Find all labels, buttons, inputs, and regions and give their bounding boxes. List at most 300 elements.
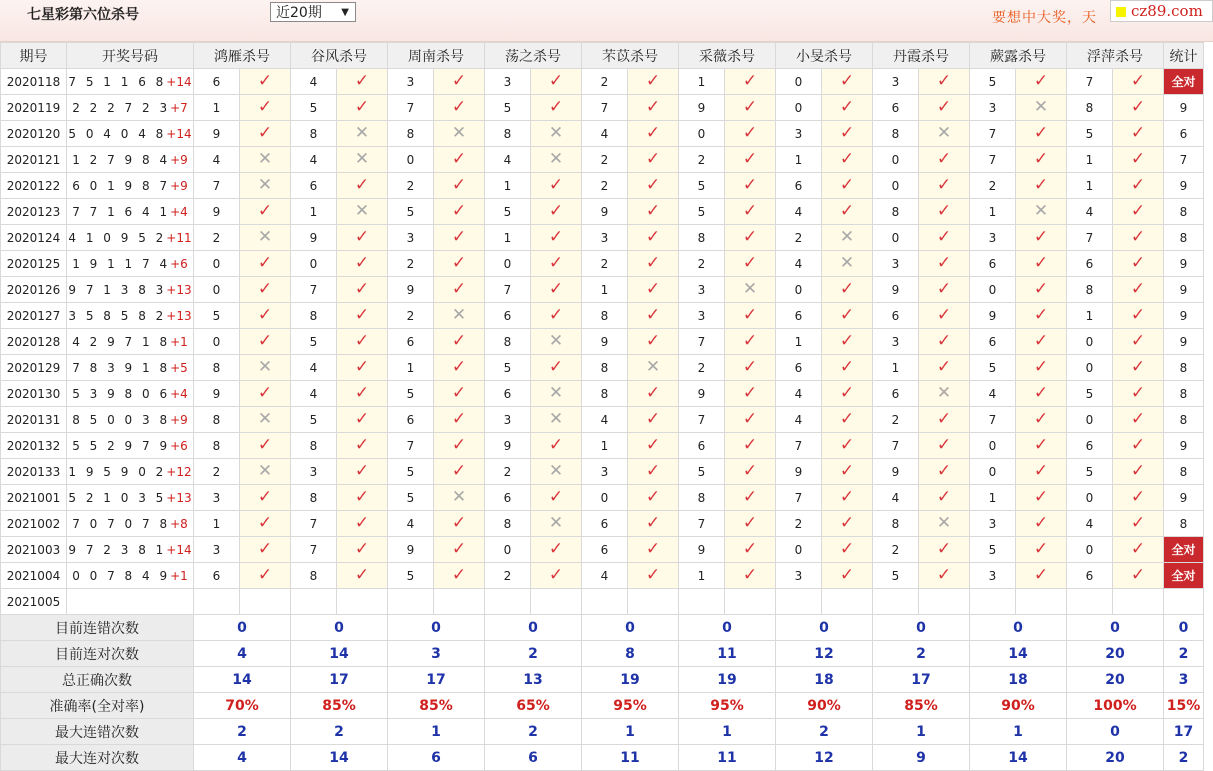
promo-text[interactable]: 要想中大奖，天 (992, 10, 1097, 26)
result-marker (337, 277, 388, 303)
cross-icon: ✕ (548, 461, 564, 481)
summary-value: 2 (776, 719, 873, 745)
result-marker (725, 69, 776, 95)
draw-sum: +13 (166, 282, 192, 297)
kill-pick: 5 (1067, 381, 1113, 407)
result-marker (1016, 199, 1067, 225)
checkmark-icon: ✓ (1033, 539, 1049, 559)
current-pick: 2 (776, 589, 822, 615)
kill-pick: 1 (679, 563, 725, 589)
kill-pick: 4 (776, 199, 822, 225)
cross-icon: ✕ (936, 513, 952, 533)
kill-pick: 8 (388, 121, 434, 147)
result-marker (1113, 251, 1164, 277)
result-marker (1016, 121, 1067, 147)
checkmark-icon: ✓ (354, 383, 370, 403)
current-label: 当前期杀号 (67, 589, 194, 615)
result-marker (240, 407, 291, 433)
result-marker (531, 511, 582, 537)
result-marker (919, 329, 970, 355)
issue-cell: 2021001 (1, 485, 67, 511)
result-marker (1016, 563, 1067, 589)
result-marker (337, 433, 388, 459)
result-marker (628, 511, 679, 537)
checkmark-icon: ✓ (645, 149, 661, 169)
result-marker (1016, 147, 1067, 173)
header-expert[interactable]: 蕨露杀号 (970, 43, 1067, 69)
checkmark-icon: ✓ (1130, 383, 1146, 403)
summary-value: 1 (970, 719, 1067, 745)
checkmark-icon: ✓ (257, 201, 273, 221)
kill-pick: 3 (873, 251, 919, 277)
checkmark-icon: ✓ (548, 539, 564, 559)
kill-pick: 0 (1067, 355, 1113, 381)
kill-pick: 5 (970, 69, 1016, 95)
result-marker (240, 303, 291, 329)
result-marker (337, 459, 388, 485)
checkmark-icon: ✓ (1033, 357, 1049, 377)
cross-icon: ✕ (451, 487, 467, 507)
checkmark-icon: ✓ (354, 513, 370, 533)
result-marker (919, 147, 970, 173)
kill-pick: 0 (873, 147, 919, 173)
result-marker (434, 121, 485, 147)
kill-pick: 8 (1067, 95, 1113, 121)
header-expert[interactable]: 丹霞杀号 (873, 43, 970, 69)
draw-digits: 7 8 3 9 1 8 (72, 360, 171, 375)
issue-cell: 2020123 (1, 199, 67, 225)
result-marker (531, 407, 582, 433)
checkmark-icon: ✓ (354, 305, 370, 325)
stat-cell: 8 (1164, 355, 1204, 381)
table-row (1, 329, 1204, 355)
header-expert[interactable]: 浮萍杀号 (1067, 43, 1164, 69)
result-marker (1016, 485, 1067, 511)
header-expert[interactable]: 小旻杀号 (776, 43, 873, 69)
checkmark-icon: ✓ (451, 565, 467, 585)
checkmark-icon: ✓ (1033, 331, 1049, 351)
checkmark-icon: ✓ (257, 97, 273, 117)
result-marker (240, 511, 291, 537)
kill-pick: 2 (582, 173, 628, 199)
kill-pick: 2 (679, 147, 725, 173)
draw-digits: 7 5 1 1 6 8 (68, 74, 167, 89)
result-marker (240, 121, 291, 147)
checkmark-icon: ✓ (742, 409, 758, 429)
checkmark-icon: ✓ (936, 487, 952, 507)
result-marker (725, 433, 776, 459)
checkmark-icon: ✓ (548, 565, 564, 585)
result-marker (337, 121, 388, 147)
checkmark-icon: ✓ (1033, 513, 1049, 533)
result-marker (531, 147, 582, 173)
cross-icon: ✕ (257, 357, 273, 377)
table-row (1, 303, 1204, 329)
stat-cell: 8 (1164, 381, 1204, 407)
result-marker (337, 485, 388, 511)
result-marker (822, 511, 873, 537)
header-expert[interactable]: 谷风杀号 (291, 43, 388, 69)
summary-value: 14 (291, 745, 388, 771)
kill-pick: 7 (970, 147, 1016, 173)
header-expert[interactable]: 芣苡杀号 (582, 43, 679, 69)
result-marker (1016, 459, 1067, 485)
result-marker (1113, 277, 1164, 303)
checkmark-icon: ✓ (451, 357, 467, 377)
checkmark-icon: ✓ (742, 253, 758, 273)
summary-value: 19 (679, 667, 776, 693)
issue-cell: 2020118 (1, 69, 67, 95)
result-marker (434, 95, 485, 121)
draw-cell (67, 433, 194, 459)
kill-pick: 3 (873, 329, 919, 355)
summary-stat: 15% (1164, 693, 1204, 719)
cross-icon: ✕ (548, 149, 564, 169)
draw-cell (67, 537, 194, 563)
checkmark-icon: ✓ (1130, 435, 1146, 455)
kill-pick: 4 (291, 147, 337, 173)
draw-cell (67, 173, 194, 199)
kill-pick: 2 (970, 173, 1016, 199)
kill-pick: 9 (776, 459, 822, 485)
header-issue: 期号 (1, 43, 67, 69)
summary-row (1, 693, 1204, 719)
cross-icon: ✕ (645, 357, 661, 377)
checkmark-icon: ✓ (839, 279, 855, 299)
kill-pick: 7 (485, 277, 531, 303)
checkmark-icon: ✓ (839, 435, 855, 455)
summary-value: 11 (679, 745, 776, 771)
kill-pick: 1 (1067, 303, 1113, 329)
header-expert[interactable]: 周南杀号 (388, 43, 485, 69)
kill-pick: 5 (291, 407, 337, 433)
kill-pick: 7 (679, 329, 725, 355)
cross-icon: ✕ (839, 253, 855, 273)
checkmark-icon: ✓ (839, 383, 855, 403)
kill-pick: 3 (679, 277, 725, 303)
issue-cell: 2020127 (1, 303, 67, 329)
cross-icon: ✕ (257, 461, 273, 481)
summary-value: 3 (388, 641, 485, 667)
draw-cell (67, 277, 194, 303)
checkmark-icon: ✓ (354, 227, 370, 247)
checkmark-icon: ✓ (451, 279, 467, 299)
current-blank (1113, 589, 1164, 615)
kill-pick: 4 (776, 407, 822, 433)
table-row (1, 121, 1204, 147)
kill-pick: 5 (679, 459, 725, 485)
result-marker (822, 433, 873, 459)
draw-cell (67, 329, 194, 355)
checkmark-icon: ✓ (742, 383, 758, 403)
checkmark-icon: ✓ (1033, 383, 1049, 403)
result-marker (531, 355, 582, 381)
checkmark-icon: ✓ (645, 279, 661, 299)
checkmark-icon: ✓ (1033, 305, 1049, 325)
cross-icon: ✕ (548, 513, 564, 533)
checkmark-icon: ✓ (548, 305, 564, 325)
kill-pick: 8 (291, 563, 337, 589)
header-stat: 统计 (1164, 43, 1204, 69)
stat-cell: 全对 (1164, 69, 1204, 95)
checkmark-icon: ✓ (354, 461, 370, 481)
checkmark-icon: ✓ (645, 97, 661, 117)
result-marker (919, 433, 970, 459)
checkmark-icon: ✓ (451, 201, 467, 221)
header-expert[interactable]: 荡之杀号 (485, 43, 582, 69)
summary-value: 14 (970, 641, 1067, 667)
kill-pick: 0 (970, 459, 1016, 485)
kill-pick: 1 (485, 225, 531, 251)
checkmark-icon: ✓ (936, 539, 952, 559)
kill-pick: 2 (582, 147, 628, 173)
kill-pick: 9 (873, 277, 919, 303)
summary-value: 70% (194, 693, 291, 719)
checkmark-icon: ✓ (1033, 149, 1049, 169)
result-marker (337, 563, 388, 589)
kill-pick: 6 (194, 69, 240, 95)
checkmark-icon: ✓ (354, 97, 370, 117)
draw-digits: 0 0 7 8 4 9 (72, 568, 171, 583)
period-select-value: 近20期 (276, 5, 322, 21)
result-marker (725, 511, 776, 537)
summary-value: 6 (485, 745, 582, 771)
current-pick: 4 (485, 589, 531, 615)
kill-pick: 1 (873, 355, 919, 381)
kill-pick: 6 (873, 95, 919, 121)
kill-pick: 3 (388, 225, 434, 251)
result-marker (628, 407, 679, 433)
result-marker (531, 121, 582, 147)
checkmark-icon: ✓ (1130, 331, 1146, 351)
draw-sum: +7 (170, 100, 188, 115)
result-marker (337, 147, 388, 173)
cross-icon: ✕ (354, 123, 370, 143)
kill-pick: 5 (1067, 459, 1113, 485)
cross-icon: ✕ (742, 279, 758, 299)
issue-cell: 2020122 (1, 173, 67, 199)
summary-value: 20 (1067, 641, 1164, 667)
checkmark-icon: ✓ (645, 539, 661, 559)
kill-pick: 7 (970, 407, 1016, 433)
header-expert[interactable]: 鸿雁杀号 (194, 43, 291, 69)
result-marker (1016, 433, 1067, 459)
result-marker (822, 485, 873, 511)
triangle-down-icon: ▼ (341, 7, 349, 18)
checkmark-icon: ✓ (548, 175, 564, 195)
result-marker (337, 225, 388, 251)
current-blank (1016, 589, 1067, 615)
checkmark-icon: ✓ (1130, 513, 1146, 533)
checkmark-icon: ✓ (1033, 487, 1049, 507)
result-marker (240, 95, 291, 121)
summary-value: 1 (582, 719, 679, 745)
checkmark-icon: ✓ (839, 565, 855, 585)
result-marker (434, 485, 485, 511)
current-stat-blank (1164, 589, 1204, 615)
result-marker (434, 69, 485, 95)
cross-icon: ✕ (936, 123, 952, 143)
kill-pick: 8 (291, 485, 337, 511)
checkmark-icon: ✓ (742, 123, 758, 143)
checkmark-icon: ✓ (548, 71, 564, 91)
result-marker (628, 433, 679, 459)
draw-sum: +1 (170, 568, 188, 583)
checkmark-icon: ✓ (1033, 461, 1049, 481)
kill-pick: 4 (291, 355, 337, 381)
result-marker (725, 485, 776, 511)
kill-pick: 6 (388, 407, 434, 433)
summary-value: 14 (291, 641, 388, 667)
draw-cell (67, 381, 194, 407)
result-marker (240, 277, 291, 303)
kill-pick: 0 (970, 277, 1016, 303)
result-marker (1113, 303, 1164, 329)
result-marker (240, 173, 291, 199)
draw-digits: 9 7 2 3 8 1 (68, 542, 167, 557)
kill-pick: 7 (582, 95, 628, 121)
stat-cell: 9 (1164, 303, 1204, 329)
result-marker (240, 225, 291, 251)
summary-stat: 17 (1164, 719, 1204, 745)
kill-pick: 5 (679, 199, 725, 225)
checkmark-icon: ✓ (839, 487, 855, 507)
checkmark-icon: ✓ (354, 435, 370, 455)
result-marker (919, 537, 970, 563)
checkmark-icon: ✓ (548, 227, 564, 247)
result-marker (531, 381, 582, 407)
summary-row (1, 667, 1204, 693)
top-bar (0, 0, 1213, 42)
stat-cell: 9 (1164, 277, 1204, 303)
draw-digits: 1 9 1 1 7 4 (72, 256, 171, 271)
checkmark-icon: ✓ (936, 461, 952, 481)
checkmark-icon: ✓ (451, 71, 467, 91)
current-blank (337, 589, 388, 615)
result-marker (1016, 225, 1067, 251)
result-marker (240, 485, 291, 511)
checkmark-icon: ✓ (548, 201, 564, 221)
summary-value: 9 (873, 745, 970, 771)
kill-pick: 5 (679, 173, 725, 199)
checkmark-icon: ✓ (1130, 201, 1146, 221)
checkmark-icon: ✓ (839, 97, 855, 117)
kill-pick: 3 (970, 225, 1016, 251)
draw-cell (67, 69, 194, 95)
cross-icon: ✕ (451, 123, 467, 143)
watermark-text: cz89.com (1131, 2, 1203, 20)
kill-pick: 0 (1067, 407, 1113, 433)
result-marker (240, 433, 291, 459)
checkmark-icon: ✓ (1130, 227, 1146, 247)
kill-pick: 4 (194, 147, 240, 173)
checkmark-icon: ✓ (645, 409, 661, 429)
checkmark-icon: ✓ (1130, 175, 1146, 195)
draw-cell (67, 121, 194, 147)
result-marker (240, 69, 291, 95)
result-marker (337, 537, 388, 563)
result-marker (628, 537, 679, 563)
summary-value: 0 (873, 615, 970, 641)
stat-cell: 9 (1164, 173, 1204, 199)
result-marker (531, 433, 582, 459)
result-marker (531, 303, 582, 329)
site-watermark (1110, 0, 1213, 22)
kill-pick: 1 (485, 173, 531, 199)
checkmark-icon: ✓ (548, 357, 564, 377)
summary-value: 14 (970, 745, 1067, 771)
kill-pick: 0 (873, 173, 919, 199)
result-marker (434, 147, 485, 173)
summary-value: 19 (582, 667, 679, 693)
current-row (1, 589, 1204, 615)
table-row (1, 199, 1204, 225)
result-marker (919, 563, 970, 589)
kill-pick: 3 (194, 485, 240, 511)
kill-pick: 8 (873, 199, 919, 225)
result-marker (919, 407, 970, 433)
kill-pick: 5 (291, 95, 337, 121)
checkmark-icon: ✓ (451, 513, 467, 533)
result-marker (1016, 381, 1067, 407)
kill-pick: 0 (194, 251, 240, 277)
kill-pick: 3 (485, 407, 531, 433)
result-marker (1113, 407, 1164, 433)
summary-value: 17 (291, 667, 388, 693)
checkmark-icon: ✓ (742, 539, 758, 559)
result-marker (628, 303, 679, 329)
kill-pick: 3 (485, 69, 531, 95)
kill-pick: 5 (1067, 121, 1113, 147)
summary-value: 1 (388, 719, 485, 745)
period-select[interactable] (270, 2, 356, 22)
kill-pick: 3 (873, 69, 919, 95)
kill-pick: 4 (388, 511, 434, 537)
kill-pick: 0 (291, 251, 337, 277)
draw-sum: +1 (170, 334, 188, 349)
checkmark-icon: ✓ (1033, 71, 1049, 91)
kill-pick: 6 (970, 251, 1016, 277)
kill-pick: 4 (776, 381, 822, 407)
kill-pick: 2 (679, 251, 725, 277)
issue-cell: 2020133 (1, 459, 67, 485)
result-marker (337, 173, 388, 199)
current-pick: 2 (194, 589, 240, 615)
kill-pick: 3 (194, 537, 240, 563)
kill-pick: 2 (194, 459, 240, 485)
current-blank (240, 589, 291, 615)
checkmark-icon: ✓ (1130, 461, 1146, 481)
cross-icon: ✕ (354, 149, 370, 169)
header-expert[interactable]: 采薇杀号 (679, 43, 776, 69)
checkmark-icon: ✓ (742, 97, 758, 117)
kill-pick: 6 (776, 173, 822, 199)
issue-cell: 2021003 (1, 537, 67, 563)
checkmark-icon: ✓ (936, 435, 952, 455)
checkmark-icon: ✓ (451, 253, 467, 273)
summary-value: 0 (582, 615, 679, 641)
issue-cell: 2020126 (1, 277, 67, 303)
kill-pick: 7 (194, 173, 240, 199)
summary-value: 2 (291, 719, 388, 745)
result-marker (628, 381, 679, 407)
checkmark-icon: ✓ (645, 71, 661, 91)
result-marker (1113, 69, 1164, 95)
table-row (1, 563, 1204, 589)
kill-pick: 4 (582, 563, 628, 589)
result-marker (531, 485, 582, 511)
checkmark-icon: ✓ (742, 487, 758, 507)
